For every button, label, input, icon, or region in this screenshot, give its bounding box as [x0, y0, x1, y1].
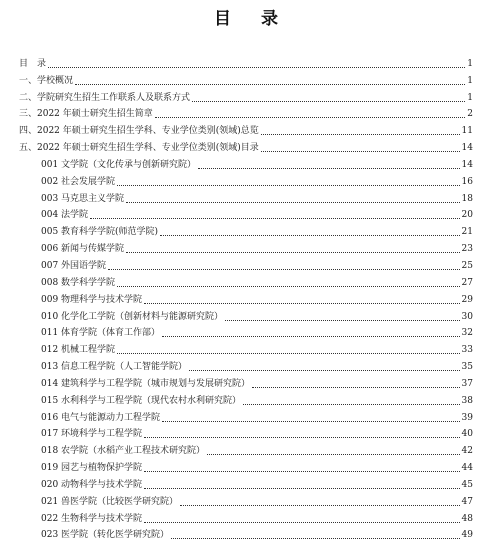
toc-entry[interactable] — [0, 255, 492, 272]
toc-dot-leader — [117, 185, 460, 186]
toc-entry-page-number: 33 — [461, 345, 473, 356]
toc-entry-page-number: 27 — [461, 277, 473, 288]
toc-entry-label: 018 农学院（水稻产业工程技术研究院） — [41, 446, 206, 457]
toc-entry[interactable] — [0, 457, 492, 474]
toc-entry[interactable] — [0, 171, 492, 188]
toc-dot-leader — [75, 84, 465, 85]
toc-dot-leader — [155, 117, 465, 118]
toc-dot-leader — [126, 252, 460, 253]
toc-entry-label: 012 机械工程学院 — [41, 345, 116, 356]
toc-entry-page-number: 47 — [461, 496, 473, 507]
toc-entry[interactable] — [0, 289, 492, 306]
toc-entry[interactable] — [0, 137, 492, 154]
toc-entry-label: 001 文学院（文化传承与创新研究院） — [41, 159, 197, 170]
toc-entry-label: 014 建筑科学与工程学院（城市规划与发展研究院） — [41, 378, 251, 389]
toc-entry-label: 007 外国语学院 — [41, 260, 107, 271]
toc-entry-page-number: 32 — [461, 328, 473, 339]
toc-dot-leader — [108, 269, 460, 270]
toc-entry[interactable] — [0, 154, 492, 171]
toc-dot-leader — [189, 370, 460, 371]
toc-entry-label: 017 环境科学与工程学院 — [41, 429, 143, 440]
toc-entry-page-number: 40 — [461, 429, 473, 440]
toc-entry-label: 016 电气与能源动力工程学院 — [41, 412, 161, 423]
toc-entry-label: 二、学院研究生招生工作联系人及联系方式 — [19, 92, 191, 103]
toc-entry[interactable] — [0, 424, 492, 441]
toc-entry[interactable] — [0, 508, 492, 525]
toc-entry-page-number: 14 — [461, 143, 473, 154]
toc-entry[interactable] — [0, 238, 492, 255]
toc-entry-label: 目 录 — [19, 58, 47, 69]
toc-entry-page-number: 14 — [461, 159, 473, 170]
toc-entry-label: 013 信息工程学院（人工智能学院） — [41, 362, 188, 373]
toc-entry[interactable] — [0, 188, 492, 205]
toc-entry-label: 010 化学化工学院（创新材料与能源研究院） — [41, 311, 224, 322]
toc-entry[interactable] — [0, 440, 492, 457]
toc-entry-label: 五、2022 年硕士研究生招生学科、专业学位类别(领域)目录 — [19, 143, 259, 154]
toc-entry-label: 009 物理科学与技术学院 — [41, 294, 143, 305]
toc-entry-page-number: 1 — [467, 92, 473, 103]
toc-entry-label: 021 兽医学院（比较医学研究院） — [41, 496, 179, 507]
toc-dot-leader — [243, 404, 460, 405]
toc-entry-page-number: 49 — [461, 530, 473, 541]
toc-entry-page-number: 30 — [461, 311, 473, 322]
toc-entry[interactable] — [0, 104, 492, 121]
toc-dot-leader — [144, 437, 460, 438]
toc-entry-page-number: 35 — [461, 362, 473, 373]
toc-dot-leader — [261, 151, 460, 152]
toc-entry-label: 023 医学院（转化医学研究院） — [41, 530, 170, 541]
toc-entry-page-number: 25 — [461, 260, 473, 271]
toc-entry-page-number: 42 — [461, 446, 473, 457]
toc-entry[interactable] — [0, 373, 492, 390]
toc-entry-page-number: 16 — [461, 176, 473, 187]
toc-entry-label: 004 法学院 — [41, 210, 89, 221]
toc-entry-label: 三、2022 年硕士研究生招生简章 — [19, 109, 153, 120]
toc-entry-label: 008 数学科学学院 — [41, 277, 116, 288]
toc-entry-page-number: 48 — [461, 513, 473, 524]
toc-dot-leader — [160, 235, 459, 236]
toc-entry-page-number: 44 — [461, 463, 473, 474]
toc-entry-label: 022 生物科学与技术学院 — [41, 513, 143, 524]
toc-entry-label: 020 动物科学与技术学院 — [41, 479, 143, 490]
toc-dot-leader — [261, 134, 460, 135]
toc-entry[interactable] — [0, 221, 492, 238]
toc-dot-leader — [162, 336, 460, 337]
toc-entry-page-number: 38 — [461, 395, 473, 406]
toc-entry-label: 006 新闻与传媒学院 — [41, 244, 125, 255]
toc-dot-leader — [144, 471, 460, 472]
toc-entry-page-number: 39 — [461, 412, 473, 423]
toc-dot-leader — [192, 101, 465, 102]
toc-entry-page-number: 1 — [467, 75, 473, 86]
toc-entry-page-number: 29 — [461, 294, 473, 305]
toc-entry-page-number: 21 — [461, 227, 473, 238]
toc-entry-page-number: 2 — [467, 109, 473, 120]
toc-entry[interactable] — [0, 306, 492, 323]
toc-dot-leader — [90, 218, 460, 219]
toc-entry-label: 002 社会发展学院 — [41, 176, 116, 187]
toc-entry-page-number: 45 — [461, 479, 473, 490]
toc-entry-label: 四、2022 年硕士研究生招生学科、专业学位类别(领域)总览 — [19, 126, 259, 137]
toc-entry[interactable] — [0, 356, 492, 373]
toc-entry[interactable] — [0, 70, 492, 87]
toc-entry[interactable] — [0, 390, 492, 407]
toc-entry[interactable] — [0, 272, 492, 289]
toc-dot-leader — [144, 303, 460, 304]
toc-entry[interactable] — [0, 53, 492, 70]
toc-entry-page-number: 11 — [461, 126, 473, 137]
toc-entry[interactable] — [0, 120, 492, 137]
toc-dot-leader — [225, 320, 460, 321]
toc-dot-leader — [162, 421, 460, 422]
toc-entry-page-number: 23 — [461, 244, 473, 255]
toc-entry-page-number: 18 — [461, 193, 473, 204]
toc-entry[interactable] — [0, 339, 492, 356]
toc-entry-label: 003 马克思主义学院 — [41, 193, 125, 204]
toc-dot-leader — [117, 353, 460, 354]
page-title: 目 录 — [214, 9, 290, 29]
toc-dot-leader — [144, 522, 460, 523]
toc-entry[interactable] — [0, 491, 492, 508]
toc-entry[interactable] — [0, 205, 492, 222]
toc-dot-leader — [198, 168, 460, 169]
toc-entry-page-number: 20 — [461, 210, 473, 221]
toc-entry[interactable] — [0, 323, 492, 340]
toc-entry-label: 005 教育科学学院(师范学院) — [41, 227, 159, 238]
toc-entry[interactable] — [0, 407, 492, 424]
toc-dot-leader — [144, 488, 460, 489]
toc-entry-label: 015 水利科学与工程学院（现代农村水利研究院） — [41, 395, 242, 406]
toc-entry-page-number: 1 — [467, 58, 473, 69]
toc-entry-label: 011 体育学院（体育工作部） — [41, 328, 161, 339]
toc-entry[interactable] — [0, 474, 492, 491]
toc-dot-leader — [117, 286, 460, 287]
toc-dot-leader — [252, 387, 460, 388]
toc-entry-label: 019 园艺与植物保护学院 — [41, 463, 143, 474]
table-of-contents — [0, 53, 492, 541]
toc-dot-leader — [48, 67, 465, 68]
toc-dot-leader — [180, 505, 460, 506]
toc-dot-leader — [207, 454, 460, 455]
toc-entry-page-number: 37 — [461, 378, 473, 389]
toc-entry[interactable] — [0, 87, 492, 104]
toc-entry-label: 一、学校概况 — [19, 75, 74, 86]
toc-dot-leader — [126, 202, 460, 203]
